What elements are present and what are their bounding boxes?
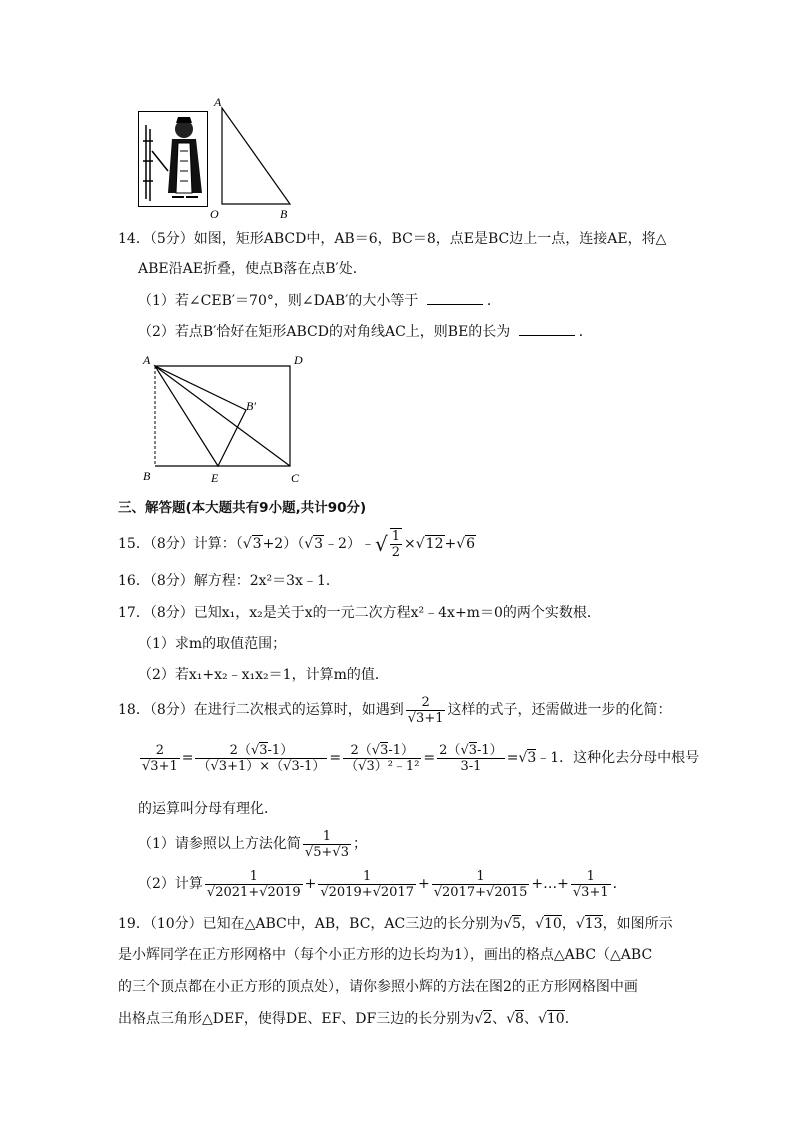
q17-part1: （1）求m的取值范围； — [138, 636, 287, 652]
q18-result-rad: 3 — [527, 750, 537, 766]
section3-heading: 三、解答题(本大题共有9小题,共计90分) — [118, 500, 367, 516]
fig13-label-b: B — [280, 207, 288, 220]
q18-part2: （2）计算 $\frac{1}{√2021+√2019}$ + $\frac{1}{√2019+√2017}$ + $\frac{1}{√2017+√2015}$ +…+ $\frac{1}{√3+1}$ ． — [138, 868, 627, 900]
q15-rad1: √3 — [242, 536, 262, 552]
q19-r5: 5 — [512, 916, 522, 932]
fig13-label-a: A — [214, 96, 222, 109]
fig14-label-d: D — [294, 353, 303, 367]
q15-prefix: 15．（8分）计算：（ — [118, 536, 243, 552]
q18-tail: ﹣1．这种化去分母中根号 — [536, 750, 700, 766]
q19-r8: 8 — [515, 1011, 524, 1027]
q18-eq-f4: $\frac{2(√3-1)}{3-1}$ — [439, 742, 503, 774]
fig14-label-c: C — [291, 471, 300, 485]
q18-term-1: $\frac{1}{√2021+√2019}$ — [206, 868, 301, 900]
q15-rad2: √3 — [304, 536, 324, 552]
q14-part2-blank — [519, 323, 575, 336]
q15-rad6: √6 — [456, 536, 476, 552]
q18-eq-f1: $\frac{2}{√3+1}$ — [142, 742, 178, 774]
q19-line3: 的三个顶点都在小正方形的顶点处），请你参照小辉的方法在图2的正方形网格图中画 — [118, 979, 638, 995]
q18-line1 — [118, 692, 671, 728]
q19-line1a: 19．（10分）已知在△ABC中，AB，BC，AC三边的长分别为 — [118, 916, 504, 932]
fig13-picture — [138, 111, 208, 207]
q18-eq-f3: $\frac{2(√3-1)}{\text{（√3）²﹣1²}}$ — [345, 742, 420, 774]
fig14-label-bp: B′ — [246, 399, 256, 413]
q14-part2-period: ． — [578, 324, 593, 340]
q18-part1-pre: （1）请参照以上方法化简 — [138, 836, 301, 852]
q15-frac: $\frac{1}{2}$ — [391, 529, 401, 560]
q18-line3: 的运算叫分母有理化． — [138, 801, 278, 817]
q15-line — [118, 528, 476, 560]
q18-pre: 18．（8分）在进行二次根式的运算时，如遇到 — [118, 702, 404, 718]
q14-part1 — [138, 292, 501, 310]
q15-p1: +2）（ — [262, 536, 305, 552]
q14-line1: 14．（5分）如图，矩形ABCD中，AB＝6，BC＝8，点E是BC边上一点，连接AE，将△ — [118, 231, 667, 247]
q15-plus: + — [444, 536, 457, 552]
q18-post: 这样的式子，还需做进一步的化简： — [447, 702, 672, 718]
q15-p2: ﹣2）﹣ — [324, 536, 375, 552]
q14-line2: ABE沿AE折叠，使点B落在点B′处． — [138, 261, 367, 277]
q19-line2: 是小辉同学在正方形网格中（每个小正方形的边长均为1），画出的格点△ABC（△ABC — [118, 947, 653, 963]
q15-times: × — [404, 536, 416, 552]
q14-part1-text: （1）若∠CEB′＝70°，则∠DAB′的大小等于 — [138, 293, 419, 309]
q14-part1-blank — [427, 292, 483, 305]
q18-eq-f2: $\frac{2(√3-1)}{(√3+1)\times(√3-1)}$ — [197, 742, 326, 774]
q18-ellipsis: +…+ — [531, 876, 569, 892]
q14-part2 — [138, 323, 593, 341]
q18-term-last: $\frac{1}{√3+1}$ — [572, 868, 609, 900]
q19-line1: 19．（10分）已知在△ABC中，AB，BC，AC三边的长分别为√5，√10，√13，如图所示 — [118, 916, 673, 932]
q14-part2-text: （2）若点B′恰好在矩形ABCD的对角线AC上，则BE的长为 — [138, 324, 511, 340]
q17-line1: 17．（8分）已知x₁，x₂是关于x的一元二次方程x²﹣4x+m＝0的两个实数根． — [118, 605, 601, 621]
q17-part2: （2）若x₁+x₂﹣x₁x₂＝1，计算m的值． — [138, 667, 389, 683]
q18-part1 — [138, 826, 367, 862]
q19-r13: 13 — [584, 916, 603, 932]
fig14-label-e: E — [211, 471, 219, 485]
q19-r10b: 10 — [546, 1011, 565, 1027]
q18-part2-pre: （2）计算 — [138, 876, 203, 892]
q18-term-2: $\frac{1}{√2019+√2017}$ — [320, 868, 414, 900]
fig14-label-a: A — [143, 353, 151, 367]
fig14-rectangle-figure — [138, 350, 308, 490]
q18-part1-frac: $\frac{1}{√5+√3}$ — [304, 828, 349, 860]
q18-derivation: $\frac{2}{√3+1}$ = $\frac{2(√3-1)}{(√3+1)\times(√3-1)}$ = $\frac{2(√3-1)}{\text{（√3）²﹣1²}}$ = $\frac{2(√3-1)}{3-1}$ =√3﹣1．这种化去分母中根号 — [142, 742, 700, 774]
q18-part1-end: ； — [352, 836, 367, 852]
q14-part1-period: ． — [486, 293, 501, 309]
q18-term-3: $\frac{1}{√2017+√2015}$ — [433, 868, 528, 900]
q18-part2-end: ． — [612, 876, 627, 892]
q19-r2: 2 — [483, 1011, 493, 1027]
fig13-triangle — [208, 96, 298, 220]
q19-line4a: 出格点三角形△DEF，使得DE、EF、DF三边的长分别为 — [118, 1011, 475, 1027]
q19-line4: 出格点三角形△DEF，使得DE、EF、DF三边的长分别为√2、√8、√10． — [118, 1011, 579, 1027]
q18-frac-intro: $\frac{2}{√3+1}$ — [407, 694, 444, 726]
q15-rad-frac: √ — [374, 532, 388, 556]
q19-line1b: ，如图所示 — [602, 916, 673, 932]
q16-line: 16．（8分）解方程：2x²＝3x﹣1． — [118, 573, 340, 589]
fig13-label-o: O — [210, 207, 219, 220]
q15-rad12: √12 — [415, 536, 444, 552]
fig14-label-b: B — [143, 469, 151, 483]
q19-r10: 10 — [544, 916, 562, 932]
